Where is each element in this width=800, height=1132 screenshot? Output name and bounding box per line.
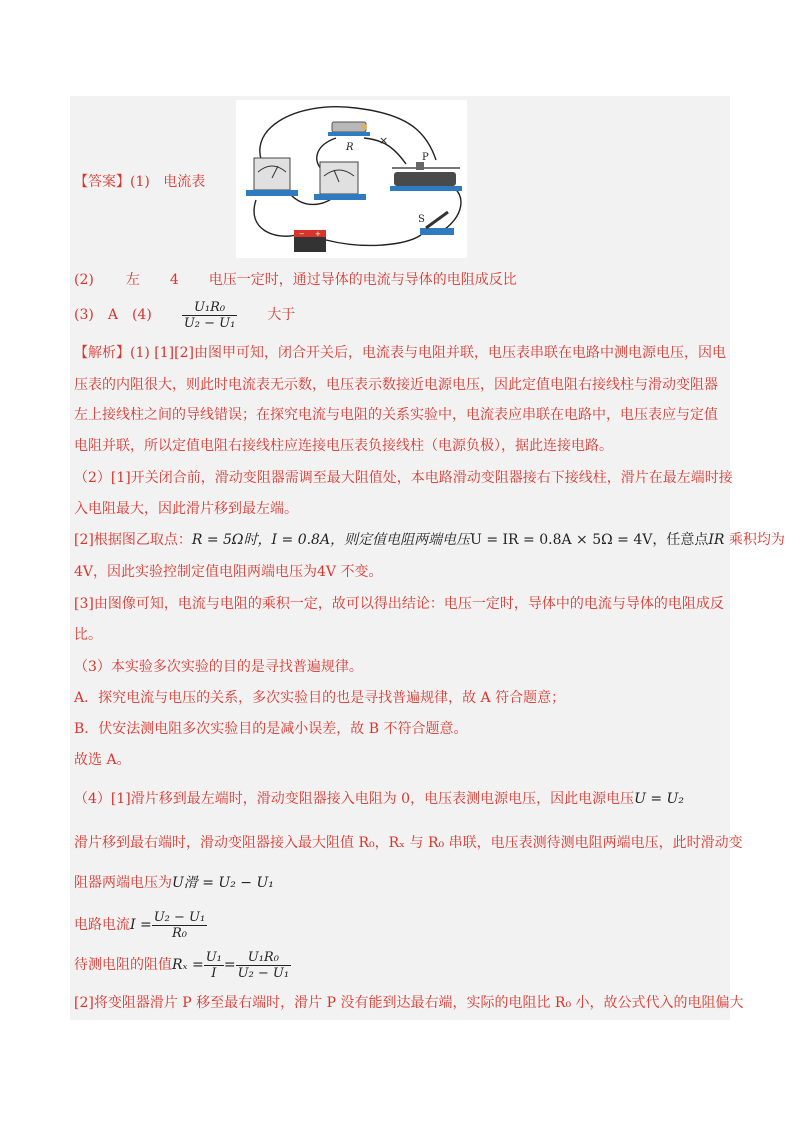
q4-number: (4): [131, 307, 152, 323]
analysis-p12-f2-denominator: U₂ − U₁: [237, 965, 290, 981]
analysis-p13: [2]将变阻器滑片 P 移至最右端时，滑片 P 没有能到达最右端，实际的电阻比 R₀ 小，故公式代入的电阻偏大: [74, 995, 744, 1011]
ammeter-body: [320, 162, 358, 194]
analysis-p12-f1-numerator: U₁: [205, 949, 222, 965]
svg-text:×: ×: [379, 134, 389, 147]
q2-answer-c: 电压一定时，通过导体的电流与导体的电阻成反比: [208, 272, 517, 288]
answer-line-1: [74, 172, 205, 192]
analysis-p1-line4: 电阻并联，所以定值电阻右接线柱应连接电压表负接线柱（电源负极），据此连接电路。: [74, 438, 613, 454]
q2-number: (2): [74, 272, 94, 288]
analysis-p10-text: 阻器两端电压为: [74, 875, 172, 891]
analysis-p3-u: U = IR = 0.8A × 5Ω = 4V，任意点: [470, 532, 709, 548]
analysis-p10-expr: U滑 = U₂ − U₁: [172, 875, 274, 891]
analysis-p6: A．探究电流与电压的关系，多次实验目的也是寻找普遍规律，故 A 符合题意；: [74, 690, 566, 706]
circuit-figure: [236, 100, 467, 258]
wire-left: [254, 200, 296, 236]
svg-text:+: +: [315, 230, 321, 238]
resistor-label: R: [346, 142, 354, 153]
answer-line-3: [74, 297, 295, 333]
analysis-p11-fraction: [152, 910, 208, 941]
voltmeter-body: [254, 158, 290, 190]
analysis-p12-equals: =: [223, 957, 236, 973]
analysis-label: 【解析】: [74, 345, 130, 361]
rheostat-label: P: [422, 152, 429, 163]
analysis-p12-text: 待测电阻的阻值: [74, 957, 172, 973]
analysis-p12-fraction-1: [204, 950, 224, 981]
analysis-p12-f2-numerator: U₁R₀: [236, 950, 292, 966]
answer-line-2: [74, 270, 517, 290]
q1-answer: 电流表: [163, 174, 206, 190]
resistor-terminal: [361, 124, 367, 130]
switch-label: S: [418, 214, 425, 225]
analysis-p10-line1: 滑片移到最右端时，滑动变阻器接入最大阻值 R₀，Rₓ 与 R₀ 串联，电压表测待测电阻两端电压，此时滑动变: [74, 835, 743, 851]
q2-answer-b: 4: [169, 272, 179, 288]
rheostat-coil: [394, 172, 456, 186]
q4-fraction-denominator: U₂ − U₁: [183, 315, 236, 331]
analysis-p4-line1: [3]由图像可知，电流与电阻的乘积一定，故可以得出结论：电压一定时，导体中的电流与导体的电阻成反: [74, 596, 724, 612]
analysis-p3-line2: 4V，因此实验控制定值电阻两端电压为4V 不变。: [74, 564, 383, 580]
switch-base: [420, 228, 454, 235]
answer-label: 【答案】: [74, 174, 130, 190]
ammeter-base: [314, 194, 366, 200]
analysis-p10-line2: [74, 873, 274, 893]
analysis-p12-f1-denominator: I: [211, 965, 217, 981]
analysis-text: (1) [1][2]由图甲可知，闭合开关后，电流表与电阻并联，电压表串联在电路中测电源电压，因电: [130, 345, 726, 361]
analysis-p11-numerator: U₂ − U₁: [153, 909, 206, 925]
q4-fraction-numerator: U₁R₀: [182, 300, 238, 316]
analysis-p3-suffix: 乘积均为: [724, 532, 785, 548]
rheostat-slider: [416, 162, 424, 170]
resistor-body: [332, 122, 366, 132]
analysis-p11-lhs: I =: [130, 917, 152, 933]
q3-number: (3): [74, 307, 94, 323]
circuit-diagram: [236, 100, 467, 258]
q4-answer-b: 大于: [267, 307, 296, 323]
analysis-p2-line2: 入电阻最大，因此滑片移到最左端。: [74, 501, 298, 517]
analysis-p9-expr: U = U₂: [634, 791, 684, 807]
svg-text:−: −: [299, 230, 305, 238]
q1-number: (1): [130, 174, 150, 190]
wire-right: [441, 188, 461, 232]
analysis-p12-fraction-2: [236, 950, 292, 981]
analysis-p3-line1: [74, 530, 785, 550]
analysis-p3-i: I = 0.8A，则定值电阻两端电压: [271, 532, 471, 548]
analysis-p7: B．伏安法测电阻多次实验目的是减小误差，故 B 不符合题意。: [74, 721, 468, 737]
analysis-p3-r: R = 5Ω时，: [191, 532, 272, 548]
analysis-p11: [74, 908, 207, 942]
analysis-p11-denominator: R₀: [171, 925, 187, 941]
analysis-p11-text: 电路电流: [74, 917, 130, 933]
analysis-p3-prefix: [2]根据图乙取点：: [74, 532, 192, 548]
wire-bottom: [326, 235, 421, 245]
analysis-p3-ir: IR: [708, 532, 725, 548]
analysis-p12: [74, 948, 291, 982]
analysis-p4-line2: 比。: [74, 627, 102, 643]
analysis-p1-line2: 压表的内阻很大，则此时电流表无示数，电压表示数接近电源电压，因此定值电阻右接线柱与滑动变阻器: [74, 377, 718, 393]
q4-fraction: [182, 300, 238, 331]
rheostat-base: [390, 186, 462, 191]
voltmeter-base: [246, 190, 298, 196]
analysis-p1-line1: [74, 343, 726, 363]
switch-blade: [426, 212, 448, 228]
analysis-p12-lhs: Rₓ =: [172, 957, 204, 973]
q2-answer-a: 左: [125, 272, 140, 288]
analysis-p9: [74, 789, 684, 809]
q3-answer: A: [107, 307, 118, 323]
resistor-base: [328, 132, 370, 136]
analysis-p2-line1: （2）[1]开关闭合前，滑动变阻器需调至最大阻值处，本电路滑动变阻器接右下接线柱，滑片在最左端时接: [74, 470, 733, 486]
analysis-p5: （3）本实验多次实验的目的是寻找普遍规律。: [74, 659, 363, 675]
analysis-p9-text: （4）[1]滑片移到最左端时，滑动变阻器接入电阻为 0，电压表测电源电压，因此电源电压: [74, 791, 635, 807]
analysis-p1-line3: 左上接线柱之间的导线错误；在探究电流与电阻的关系实验中，电流表应串联在电路中，电压表应与定值: [74, 407, 718, 423]
analysis-p8: 故选 A。: [74, 752, 131, 768]
